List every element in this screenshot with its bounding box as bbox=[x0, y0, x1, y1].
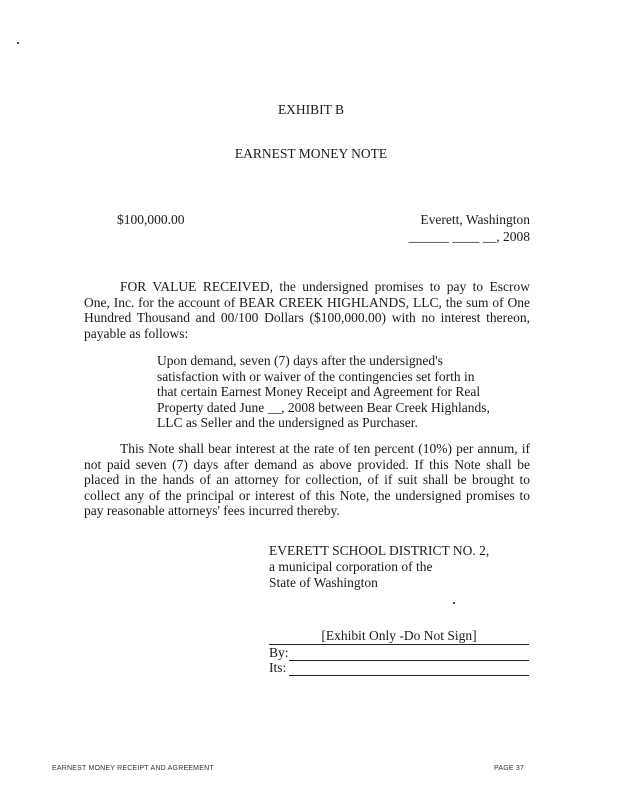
note-amount: $100,000.00 bbox=[117, 212, 185, 227]
body-paragraph-2: This Note shall bear interest at the rate of ten percent (10%) per annum, if not paid seven (7) days after demand as above provided. If this Note shall be placed in the hands of an attorney for collection, of if suit shall be brought to collect any of the principal or interest of this Note, the undersigned promises to pay reasonable attorneys' fees incurred thereby. bbox=[84, 441, 530, 518]
note-date: ______ ____ __, 2008 bbox=[408, 229, 530, 244]
its-field-line bbox=[289, 660, 529, 676]
scan-speck bbox=[17, 42, 19, 44]
by-label: By: bbox=[269, 645, 289, 660]
signatory-name: EVERETT SCHOOL DISTRICT NO. 2, bbox=[269, 543, 490, 558]
note-location: Everett, Washington bbox=[420, 212, 530, 227]
payment-terms-paragraph: Upon demand, seven (7) days after the undersigned's satisfaction with or waiver of the contingencies set forth in that certain Earnest Money Receipt and Agreement for Real Property dated June __, 2008 between Bear Creek Highlands, LLC as Seller and the undersigned as Purchaser. bbox=[157, 353, 490, 430]
signatory-line-3: State of Washington bbox=[269, 575, 378, 590]
scan-speck bbox=[453, 602, 455, 604]
body-paragraph-1: FOR VALUE RECEIVED, the undersigned promises to pay to Escrow One, Inc. for the account of BEAR CREEK HIGHLANDS, LLC, the sum of One Hundred Thousand and 00/100 Dollars ($100,000.00) with no interest thereon, payable as follows: bbox=[84, 279, 530, 341]
signatory-line-2: a municipal corporation of the bbox=[269, 559, 433, 574]
exhibit-title: EXHIBIT B bbox=[277, 102, 345, 117]
its-label: Its: bbox=[269, 660, 287, 675]
footer-left: EARNEST MONEY RECEIPT AND AGREEMENT bbox=[52, 765, 214, 772]
footer-page-number: PAGE 37 bbox=[494, 765, 525, 772]
note-title: EARNEST MONEY NOTE bbox=[234, 146, 388, 161]
signature-line bbox=[269, 628, 529, 645]
by-field-line bbox=[289, 645, 529, 661]
exhibit-only-note: [Exhibit Only -Do Not Sign] bbox=[321, 628, 477, 643]
